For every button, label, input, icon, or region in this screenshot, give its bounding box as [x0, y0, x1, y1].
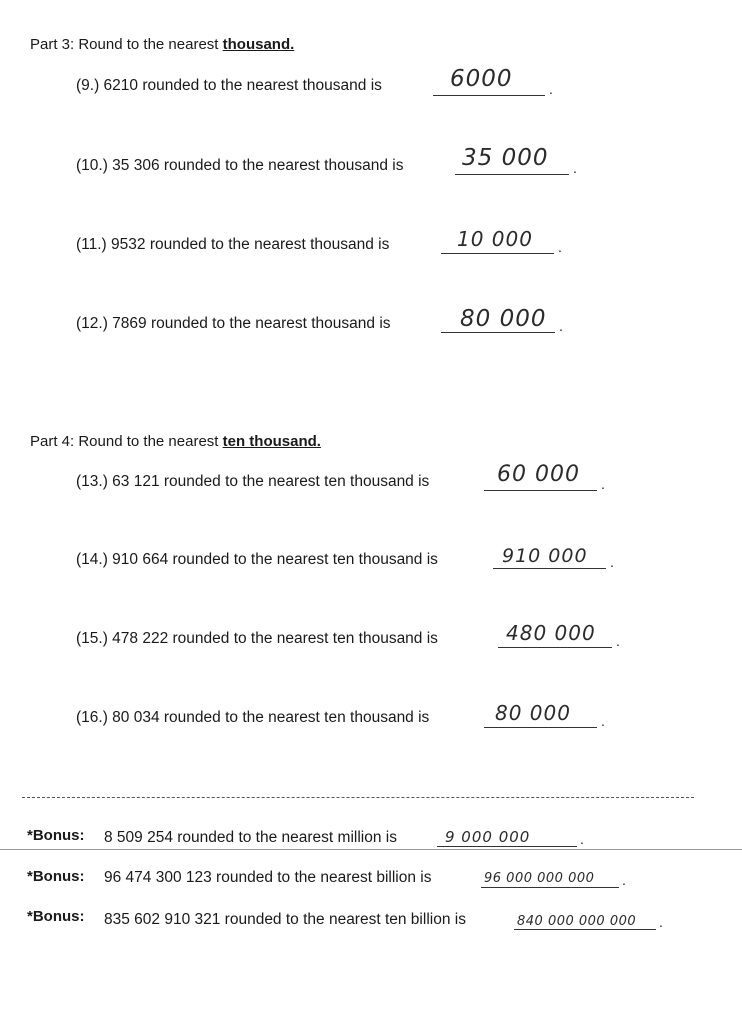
answer-13-period: . [601, 476, 605, 492]
answer-12[interactable]: 80 000 [460, 306, 547, 332]
question-10-text: (10.) 35 306 rounded to the nearest thousand is [76, 157, 404, 174]
answer-10-line [455, 174, 569, 175]
question-16-text: (16.) 80 034 rounded to the nearest ten thousand is [76, 709, 430, 726]
answer-15-line [498, 647, 612, 648]
question-11-text: (11.) 9532 rounded to the nearest thousand is [76, 236, 390, 253]
answer-11-line [441, 253, 554, 254]
bonus-3-line [514, 929, 656, 930]
bonus-1-text: 8 509 254 rounded to the nearest million is [104, 829, 397, 846]
bonus-3-period: . [659, 914, 663, 930]
answer-13[interactable]: 60 000 [497, 462, 580, 487]
part3-heading [30, 36, 294, 53]
answer-16-line [484, 727, 597, 728]
answer-16[interactable]: 80 000 [495, 701, 571, 725]
part4-heading-prefix: Part 4: Round to the nearest [30, 433, 223, 450]
part3-heading-prefix: Part 3: Round to the nearest [30, 36, 223, 53]
answer-11-period: . [558, 239, 562, 255]
paper-fold-line [0, 849, 742, 850]
answer-15-period: . [616, 633, 620, 649]
answer-9-period: . [549, 81, 553, 97]
answer-13-line [484, 490, 597, 491]
answer-14[interactable]: 910 000 [502, 545, 588, 567]
bonus-2-period: . [622, 872, 626, 888]
bonus-2-line [481, 887, 619, 888]
bonus-2-text: 96 474 300 123 rounded to the nearest billion is [104, 869, 432, 886]
answer-14-period: . [610, 554, 614, 570]
section-divider [22, 797, 694, 798]
answer-11[interactable]: 10 000 [457, 227, 533, 251]
part4-heading-emphasis: ten thousand. [222, 433, 321, 450]
question-14-text: (14.) 910 664 rounded to the nearest ten thousand is [76, 551, 438, 568]
bonus-1-answer[interactable]: 9 000 000 [445, 828, 531, 846]
bonus-1-period: . [580, 831, 584, 847]
bonus-3-text: 835 602 910 321 rounded to the nearest ten billion is [104, 911, 466, 928]
answer-16-period: . [601, 713, 605, 729]
question-9-text: (9.) 6210 rounded to the nearest thousand is [76, 77, 382, 94]
question-13-text: (13.) 63 121 rounded to the nearest ten thousand is [76, 473, 430, 490]
answer-15[interactable]: 480 000 [506, 621, 596, 645]
question-12-text: (12.) 7869 rounded to the nearest thousand is [76, 315, 391, 332]
answer-9-line [433, 95, 545, 96]
bonus-2-label: *Bonus: [27, 868, 85, 885]
question-15-text: (15.) 478 222 rounded to the nearest ten thousand is [76, 630, 438, 647]
part4-heading [30, 433, 321, 450]
answer-9[interactable]: 6000 [450, 66, 513, 92]
bonus-3-label: *Bonus: [27, 908, 85, 925]
bonus-3-answer[interactable]: 840 000 000 000 [517, 914, 637, 929]
bonus-2-answer[interactable]: 96 000 000 000 [484, 871, 595, 886]
answer-10[interactable]: 35 000 [462, 145, 549, 171]
bonus-1-line [437, 846, 577, 847]
answer-14-line [493, 568, 606, 569]
answer-10-period: . [573, 160, 577, 176]
bonus-1-label: *Bonus: [27, 827, 85, 844]
answer-12-line [441, 332, 555, 333]
answer-12-period: . [559, 318, 563, 334]
part3-heading-emphasis: thousand. [222, 36, 295, 53]
